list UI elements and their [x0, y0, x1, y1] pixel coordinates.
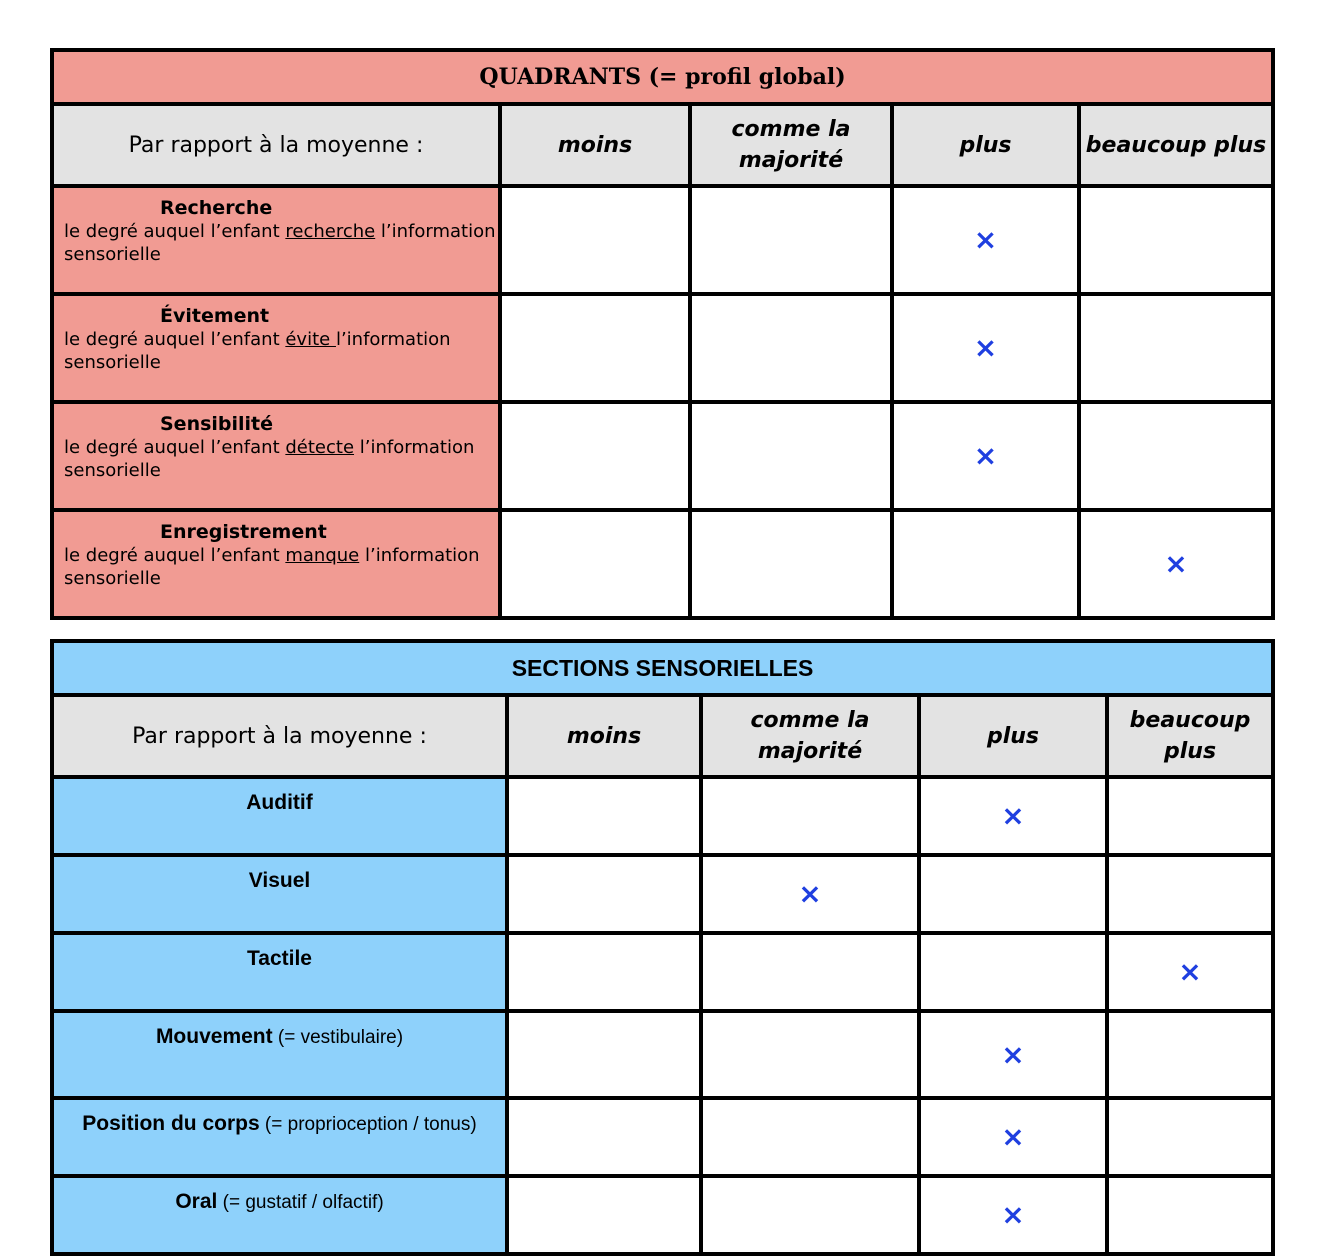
x-mark-icon: ×: [973, 331, 998, 364]
x-mark-icon: ×: [1001, 799, 1025, 832]
cell-beaucoup-plus[interactable]: [1107, 777, 1273, 855]
quadrants-col-comme-la-majorite: comme la majorité: [690, 104, 892, 186]
row-name: Évitement: [160, 305, 270, 327]
desc-text: le degré auquel l’enfant: [64, 221, 286, 242]
cell-comme-la-majorite[interactable]: [701, 777, 919, 855]
cell-beaucoup-plus[interactable]: [1079, 186, 1273, 294]
cell-moins[interactable]: [507, 1176, 701, 1254]
cell-plus[interactable]: [919, 1176, 1107, 1254]
quadrants-col-moins: moins: [500, 104, 690, 186]
desc-keyword: manque: [285, 545, 360, 566]
cell-comme-la-majorite[interactable]: [701, 855, 919, 933]
cell-beaucoup-plus[interactable]: [1107, 855, 1273, 933]
row-label: [52, 1176, 507, 1254]
sections-col-beaucoup-plus: beaucoup plus: [1107, 695, 1273, 777]
x-mark-icon: ×: [798, 877, 822, 910]
cell-plus[interactable]: [919, 855, 1107, 933]
row-note: (= vestibulaire): [272, 1027, 404, 1048]
cell-moins[interactable]: [507, 1098, 701, 1176]
cell-moins[interactable]: [507, 933, 701, 1011]
cell-plus[interactable]: [919, 777, 1107, 855]
row-name: Oral: [175, 1190, 218, 1213]
cell-moins[interactable]: [507, 855, 701, 933]
cell-beaucoup-plus[interactable]: [1079, 402, 1273, 510]
x-mark-icon: ×: [973, 223, 998, 256]
cell-plus[interactable]: [892, 294, 1079, 402]
x-mark-icon: ×: [1001, 1120, 1025, 1153]
row-name: Auditif: [246, 791, 313, 814]
row-name: Recherche: [160, 197, 273, 219]
x-mark-icon: ×: [1178, 955, 1202, 988]
quadrants-row-evitement: [52, 294, 1273, 402]
cell-comme-la-majorite[interactable]: [690, 510, 892, 618]
cell-moins[interactable]: [507, 777, 701, 855]
row-description: [64, 220, 498, 266]
x-mark-icon: ×: [973, 439, 998, 472]
cell-moins[interactable]: [500, 186, 690, 294]
desc-text: le degré auquel l’enfant: [64, 545, 286, 566]
cell-comme-la-majorite[interactable]: [701, 1011, 919, 1098]
cell-plus[interactable]: [892, 186, 1079, 294]
sections-row-mouvement: [52, 1011, 1273, 1098]
cell-plus[interactable]: [892, 510, 1079, 618]
desc-text: l’information sensorielle: [64, 221, 496, 265]
row-label: [52, 1011, 507, 1098]
cell-beaucoup-plus[interactable]: [1107, 933, 1273, 1011]
quadrants-table: [50, 48, 1275, 620]
quadrants-col-beaucoup-plus: beaucoup plus: [1079, 104, 1273, 186]
desc-text: le degré auquel l’enfant: [64, 329, 286, 350]
row-label: [52, 933, 507, 1011]
desc-text: l’information sensorielle: [64, 329, 451, 373]
row-note: (= proprioception / tonus): [259, 1114, 477, 1135]
quadrants-col-plus: plus: [892, 104, 1079, 186]
cell-comme-la-majorite[interactable]: [690, 294, 892, 402]
cell-beaucoup-plus[interactable]: [1107, 1011, 1273, 1098]
row-name: Visuel: [248, 869, 311, 892]
sections-header-label: Par rapport à la moyenne :: [52, 695, 507, 777]
row-name: Sensibilité: [160, 413, 274, 435]
row-description: [64, 436, 498, 482]
desc-keyword: détecte: [285, 437, 355, 458]
sections-col-plus: plus: [919, 695, 1107, 777]
quadrants-row-enregistrement: [52, 510, 1273, 618]
quadrants-row-recherche: [52, 186, 1273, 294]
cell-comme-la-majorite[interactable]: [690, 186, 892, 294]
row-label: [52, 186, 500, 294]
cell-plus[interactable]: [919, 933, 1107, 1011]
row-label: [52, 402, 500, 510]
x-mark-icon: ×: [1001, 1198, 1025, 1231]
sections-col-comme-la-majorite: comme la majorité: [701, 695, 919, 777]
cell-plus[interactable]: [919, 1098, 1107, 1176]
row-name: Tactile: [247, 947, 312, 970]
sections-row-position-du-corps: [52, 1098, 1273, 1176]
row-label: [52, 510, 500, 618]
cell-plus[interactable]: [892, 402, 1079, 510]
sections-table: [50, 639, 1275, 1256]
x-mark-icon: ×: [1164, 547, 1188, 580]
row-description: [64, 544, 498, 590]
x-mark-icon: ×: [1001, 1037, 1025, 1071]
row-label: [52, 294, 500, 402]
row-name: Mouvement: [155, 1025, 273, 1048]
quadrants-header-label: Par rapport à la moyenne :: [52, 104, 500, 186]
cell-beaucoup-plus[interactable]: [1107, 1098, 1273, 1176]
quadrants-row-sensibilite: [52, 402, 1273, 510]
cell-plus[interactable]: [919, 1011, 1107, 1098]
sections-row-tactile: [52, 933, 1273, 1011]
desc-keyword: évite: [285, 329, 336, 350]
cell-comme-la-majorite[interactable]: [701, 1098, 919, 1176]
row-name: Position du corps: [82, 1112, 260, 1135]
cell-moins[interactable]: [500, 294, 690, 402]
row-label: [52, 855, 507, 933]
row-note: (= gustatif / olfactif): [217, 1192, 384, 1213]
row-description: [64, 328, 498, 374]
cell-comme-la-majorite[interactable]: [690, 402, 892, 510]
desc-text: le degré auquel l’enfant: [64, 437, 286, 458]
cell-beaucoup-plus[interactable]: [1079, 510, 1273, 618]
cell-comme-la-majorite[interactable]: [701, 933, 919, 1011]
sections-title: SECTIONS SENSORIELLES: [52, 641, 1273, 695]
quadrants-title: QUADRANTS (= profil global): [52, 50, 1273, 104]
cell-beaucoup-plus[interactable]: [1107, 1176, 1273, 1254]
row-label: [52, 777, 507, 855]
row-name: Enregistrement: [160, 521, 327, 543]
cell-moins[interactable]: [507, 1011, 701, 1098]
sections-row-auditif: [52, 777, 1273, 855]
row-label: [52, 1098, 507, 1176]
sections-row-oral: [52, 1176, 1273, 1254]
desc-text: l’information sensorielle: [64, 545, 480, 589]
cell-moins[interactable]: [500, 510, 690, 618]
sections-row-visuel: [52, 855, 1273, 933]
cell-comme-la-majorite[interactable]: [701, 1176, 919, 1254]
cell-moins[interactable]: [500, 402, 690, 510]
desc-keyword: recherche: [285, 221, 376, 242]
cell-beaucoup-plus[interactable]: [1079, 294, 1273, 402]
desc-text: l’information sensorielle: [64, 437, 475, 481]
sections-col-moins: moins: [507, 695, 701, 777]
